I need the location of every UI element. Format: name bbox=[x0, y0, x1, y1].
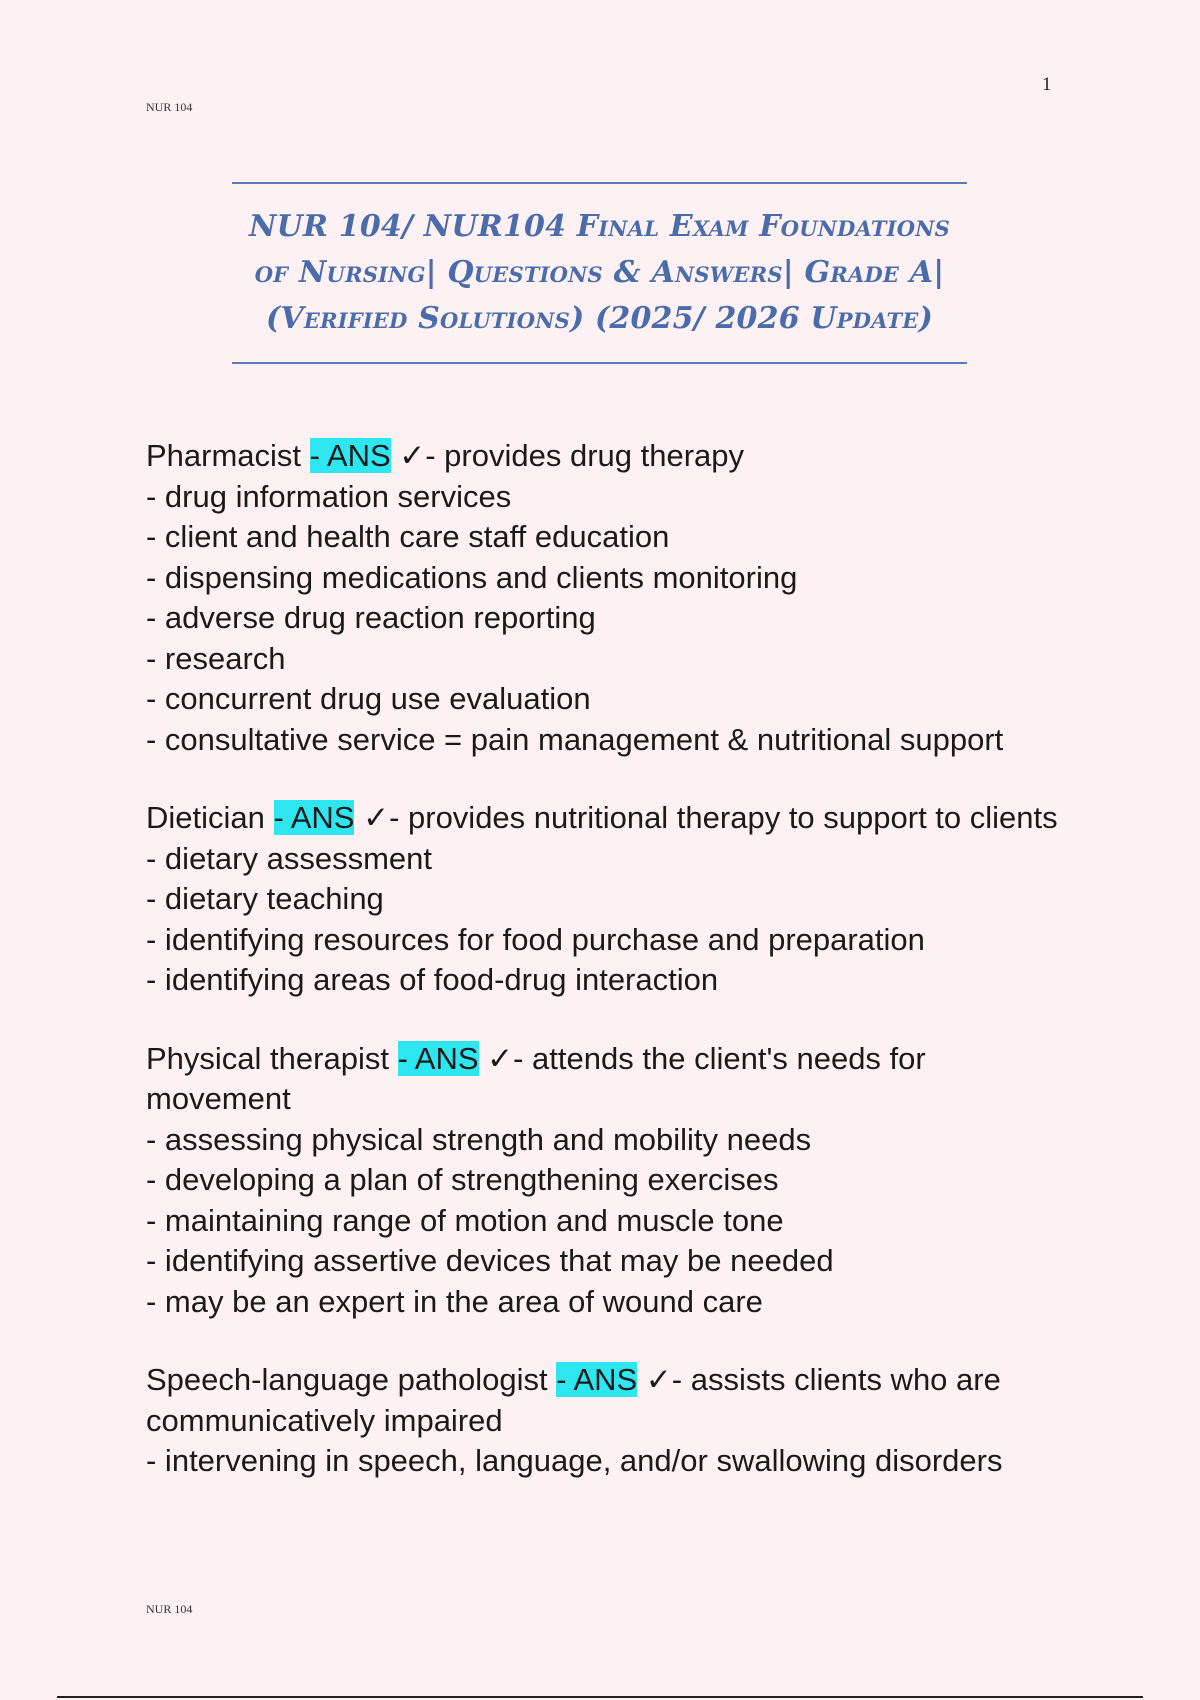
qa-term: Physical therapist bbox=[146, 1040, 398, 1076]
answer-line: - intervening in speech, language, and/or swallowing disorders bbox=[146, 1443, 1003, 1478]
answer-line: - dietary assessment bbox=[146, 840, 432, 876]
answer-line: - identifying assertive devices that may be needed bbox=[146, 1243, 834, 1278]
page-number: 1 bbox=[1042, 74, 1052, 95]
qa-entry-speech-language-pathologist bbox=[146, 1360, 1066, 1482]
answer-line: - client and health care staff education bbox=[146, 519, 670, 554]
qa-question-line bbox=[146, 436, 1066, 477]
qa-content bbox=[146, 436, 1066, 1520]
qa-answer-text: - provides nutritional therapy to support to clients bbox=[389, 800, 1058, 835]
ans-highlight: - ANS bbox=[273, 800, 355, 835]
title-line: (Verified Solutions) (2025/ 2026 Update) bbox=[266, 301, 933, 336]
answer-line: - dispensing medications and clients monitoring bbox=[146, 559, 798, 595]
title-line: of Nursing| Questions & Answers| Grade A| bbox=[254, 255, 945, 290]
qa-answer-text: - attends the client's needs for movement bbox=[146, 1040, 926, 1116]
qa-question-line bbox=[146, 798, 1066, 839]
check-icon: ✓ bbox=[637, 1362, 672, 1397]
answer-line: - assessing physical strength and mobility needs bbox=[146, 1121, 812, 1157]
qa-question-line bbox=[146, 1360, 1066, 1441]
check-icon: ✓ bbox=[354, 800, 390, 835]
qa-term: Speech-language pathologist bbox=[146, 1362, 557, 1397]
check-icon: ✓ bbox=[390, 438, 426, 473]
title-line: NUR 104/ NUR104 Final Exam Foundations bbox=[249, 209, 950, 244]
check-icon: ✓ bbox=[478, 1040, 514, 1076]
answer-line: - identifying resources for food purchase and preparation bbox=[146, 921, 925, 957]
qa-term: Dietician bbox=[146, 800, 274, 835]
answer-line: - identifying areas of food-drug interaction bbox=[146, 962, 719, 997]
ans-highlight: - ANS bbox=[397, 1040, 479, 1076]
qa-entry-dietician bbox=[146, 798, 1066, 1001]
qa-term: Pharmacist bbox=[146, 438, 310, 473]
ans-highlight: - ANS bbox=[556, 1362, 638, 1397]
answer-line: - maintaining range of motion and muscle tone bbox=[146, 1202, 784, 1238]
footer-course-label: NUR 104 bbox=[146, 1602, 193, 1616]
answer-line: - dietary teaching bbox=[146, 881, 384, 916]
answer-line: - concurrent drug use evaluation bbox=[146, 681, 591, 716]
document-title bbox=[232, 182, 967, 364]
answer-line: - adverse drug reaction reporting bbox=[146, 600, 596, 635]
qa-answer-text: - assists clients who are communicatively impaired bbox=[146, 1362, 1001, 1438]
answer-line: - developing a plan of strengthening exercises bbox=[146, 1162, 779, 1197]
header-course-label: NUR 104 bbox=[146, 100, 193, 114]
ans-highlight: - ANS bbox=[309, 438, 391, 473]
answer-line: - research bbox=[146, 640, 286, 676]
footer-divider bbox=[57, 1696, 1143, 1698]
qa-entry-physical-therapist bbox=[146, 1039, 1066, 1323]
answer-line: - may be an expert in the area of wound care bbox=[146, 1283, 763, 1319]
qa-entry-pharmacist bbox=[146, 436, 1066, 760]
answer-line: - consultative service = pain management & nutritional support bbox=[146, 721, 1004, 757]
qa-question-line bbox=[146, 1039, 1066, 1120]
qa-answer-text: - provides drug therapy bbox=[425, 438, 745, 473]
answer-line: - drug information services bbox=[146, 478, 512, 514]
